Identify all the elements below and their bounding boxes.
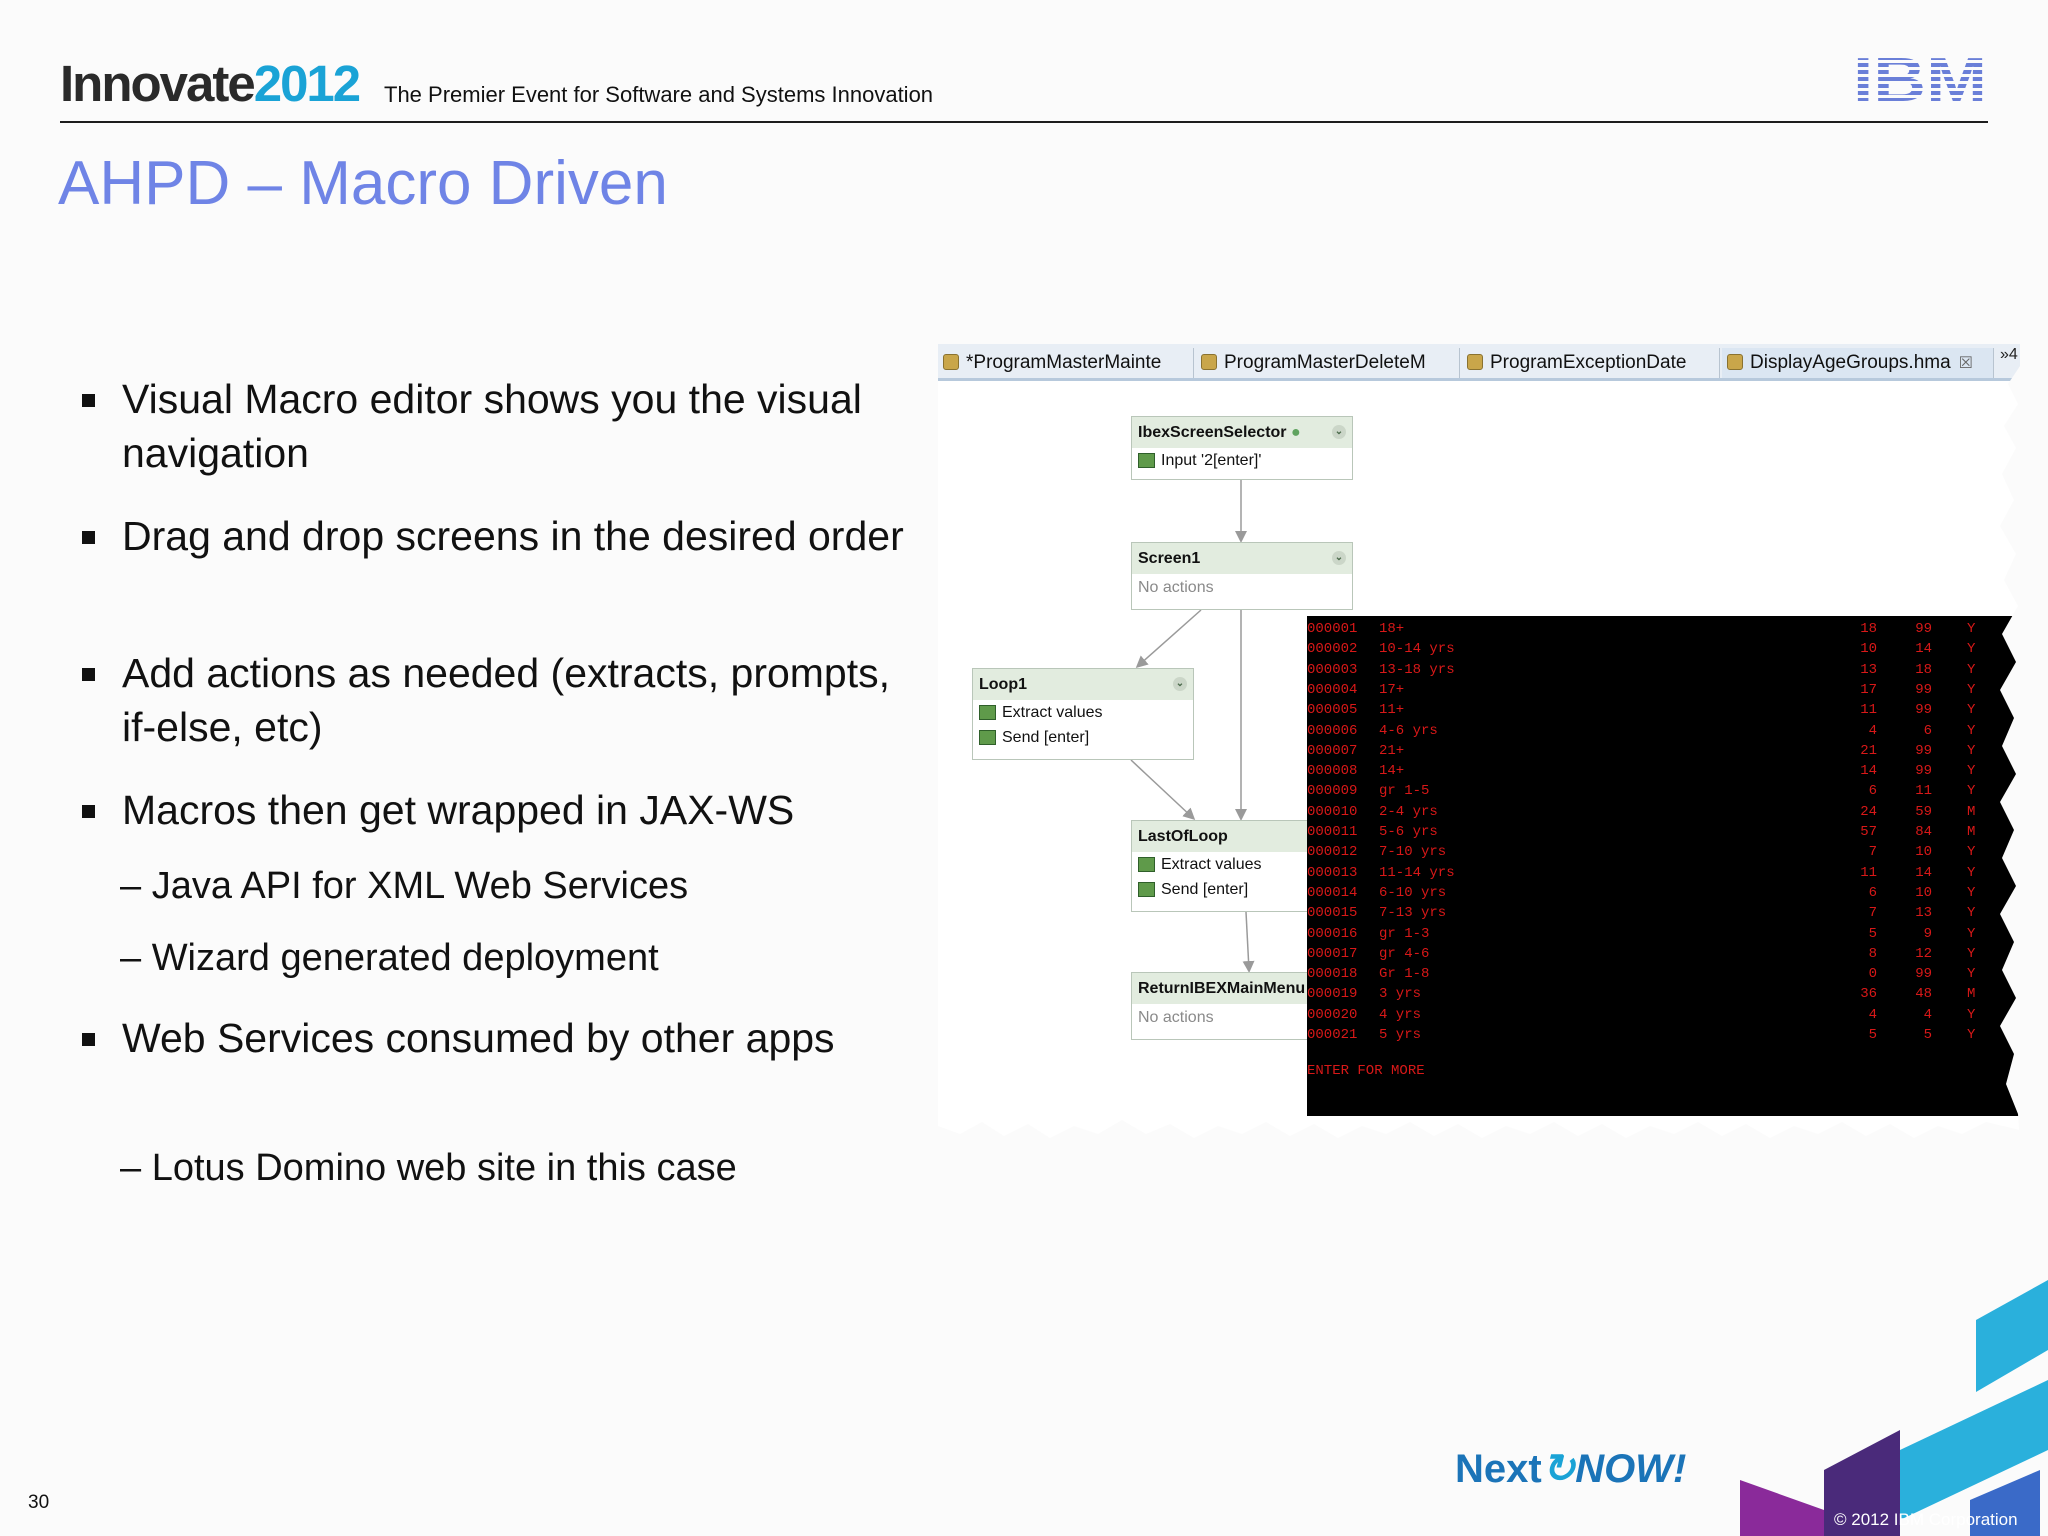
terminal-cell-flag: Y — [1967, 1027, 1976, 1043]
terminal-cell-id: 000002 — [1307, 641, 1358, 658]
terminal-cell-flag: Y — [1967, 884, 1976, 901]
terminal-cell-id: 000010 — [1307, 803, 1358, 820]
terminal-cell-desc: 14+ — [1379, 763, 1405, 780]
terminal-cell-max: 4 — [1923, 1006, 1932, 1023]
terminal-cell-flag: Y — [1967, 945, 1976, 962]
terminal-cell-desc: 13-18 yrs — [1379, 661, 1455, 678]
terminal-cell-id: 000012 — [1307, 844, 1358, 861]
terminal-cell-min: 7 — [1868, 844, 1877, 861]
terminal-cell-id: 000003 — [1307, 661, 1358, 678]
terminal-cell-id: 000011 — [1307, 824, 1358, 840]
terminal-cell-id: 000013 — [1307, 864, 1358, 881]
terminal-cell-desc: 10-14 yrs — [1379, 641, 1455, 658]
terminal-cell-min: 17 — [1860, 681, 1877, 698]
terminal-cell-min: 4 — [1868, 722, 1877, 739]
terminal-cell-desc: 5 yrs — [1379, 1027, 1422, 1043]
tab-overflow-button[interactable]: »4 — [2000, 346, 2018, 363]
terminal-cell-desc: 7-13 yrs — [1379, 905, 1447, 922]
terminal-cell-flag: Y — [1967, 641, 1976, 658]
terminal-cell-id: 000009 — [1307, 783, 1358, 800]
terminal-cell-max: 59 — [1915, 803, 1932, 820]
terminal-cell-id: 000015 — [1307, 905, 1358, 922]
sub-bullet: – Lotus Domino web site in this case — [120, 1147, 737, 1189]
innovate-2012-logo: Innovate2012 — [60, 55, 360, 112]
terminal-cell-max: 13 — [1915, 905, 1932, 922]
terminal-cell-desc: 11+ — [1379, 702, 1405, 719]
terminal-cell-max: 18 — [1915, 661, 1932, 678]
terminal-cell-flag: Y — [1967, 783, 1976, 800]
terminal-cell-min: 18 — [1860, 621, 1877, 637]
chevron-down-icon[interactable]: ⌄ — [1332, 425, 1346, 439]
terminal-cell-min: 6 — [1868, 783, 1877, 800]
tab-display-age-groups[interactable]: DisplayAgeGroups.hma ☒ — [1722, 348, 1994, 378]
terminal-cell-min: 7 — [1868, 905, 1877, 922]
terminal-cell-flag: Y — [1967, 661, 1976, 678]
terminal-cell-min: 6 — [1868, 884, 1877, 901]
terminal-cell-id: 000001 — [1307, 621, 1358, 637]
terminal-cell-flag: Y — [1967, 681, 1976, 698]
terminal-cell-max: 99 — [1915, 742, 1932, 759]
slide-title: AHPD – Macro Driven — [58, 149, 668, 218]
terminal-cell-desc: 21+ — [1379, 742, 1405, 759]
corner-decoration — [1740, 1280, 2048, 1536]
terminal-cell-min: 11 — [1860, 702, 1877, 719]
terminal-footer: ENTER FOR MORE — [1307, 1063, 1425, 1079]
terminal-cell-id: 000016 — [1307, 925, 1358, 942]
terminal-cell-desc: 4 yrs — [1379, 1006, 1422, 1023]
terminal-cell-max: 12 — [1915, 945, 1932, 962]
bullet-square-icon — [82, 668, 95, 681]
macro-editor-screenshot — [938, 344, 2020, 1144]
terminal-cell-min: 24 — [1860, 803, 1877, 820]
terminal-cell-desc: 5-6 yrs — [1379, 824, 1438, 840]
swoosh-icon: ↻ — [1541, 1447, 1576, 1491]
node-screen1[interactable]: Screen1 ⌄ No actions — [1131, 542, 1353, 610]
terminal-cell-max: 14 — [1915, 641, 1932, 658]
terminal-cell-desc: 4-6 yrs — [1379, 722, 1438, 739]
terminal-cell-id: 000021 — [1307, 1027, 1358, 1043]
terminal-cell-flag: Y — [1967, 722, 1976, 739]
bullet-square-icon — [82, 805, 95, 818]
terminal-cell-id: 000008 — [1307, 763, 1358, 780]
terminal-cell-min: 10 — [1860, 641, 1877, 658]
terminal-cell-desc: gr 1-5 — [1379, 783, 1430, 800]
node-return-ibex-main-menu[interactable]: ReturnIBEXMainMenu No actions — [1131, 972, 1353, 1040]
terminal-cell-flag: M — [1967, 803, 1976, 820]
terminal-cell-max: 99 — [1915, 702, 1932, 719]
terminal-cell-flag: Y — [1967, 702, 1976, 719]
terminal-cell-max: 99 — [1915, 621, 1932, 637]
terminal-cell-id: 000019 — [1307, 986, 1358, 1003]
status-dot-icon: ● — [1290, 424, 1301, 441]
tab-program-master-mainte[interactable]: *ProgramMasterMainte — [938, 348, 1194, 378]
terminal-cell-id: 000018 — [1307, 966, 1358, 983]
bullet-square-icon — [82, 531, 95, 544]
chevron-down-icon[interactable]: ⌄ — [1332, 551, 1346, 565]
chevron-down-icon[interactable]: ⌄ — [1173, 677, 1187, 691]
terminal-cell-max: 11 — [1915, 783, 1932, 800]
sub-bullet: – Wizard generated deployment — [120, 937, 659, 979]
terminal-cell-id: 000005 — [1307, 702, 1358, 719]
terminal-cell-flag: Y — [1967, 864, 1976, 881]
terminal-cell-max: 6 — [1923, 722, 1932, 739]
terminal-cell-id: 000017 — [1307, 945, 1358, 962]
terminal-cell-flag: Y — [1967, 844, 1976, 861]
terminal-cell-flag: Y — [1967, 1006, 1976, 1023]
tab-program-master-delete[interactable]: ProgramMasterDeleteM — [1196, 348, 1460, 378]
terminal-cell-flag: M — [1967, 986, 1976, 1003]
terminal-cell-desc: gr 1-3 — [1379, 925, 1430, 942]
terminal-cell-flag: Y — [1967, 763, 1976, 780]
terminal-cell-flag: Y — [1967, 621, 1976, 637]
copyright: © 2012 IBM Corporation — [1834, 1510, 2018, 1529]
terminal-cell-min: 0 — [1868, 966, 1877, 983]
terminal-cell-desc: 18+ — [1379, 621, 1405, 637]
terminal-cell-min: 5 — [1868, 925, 1877, 942]
terminal-cell-flag: Y — [1967, 905, 1976, 922]
terminal-cell-min: 21 — [1860, 742, 1877, 759]
terminal-cell-max: 48 — [1915, 986, 1932, 1003]
terminal-cell-flag: Y — [1967, 966, 1976, 983]
next-now-logo: Next↻NOW! — [1455, 1447, 1687, 1491]
terminal-cell-desc: 2-4 yrs — [1379, 803, 1438, 820]
terminal-cell-desc: 11-14 yrs — [1379, 864, 1455, 881]
close-tab-icon[interactable]: ☒ — [1958, 355, 1973, 372]
terminal-cell-max: 14 — [1915, 864, 1932, 881]
terminal-cell-max: 5 — [1923, 1027, 1932, 1043]
terminal-cell-id: 000020 — [1307, 1006, 1358, 1023]
terminal-cell-max: 99 — [1915, 966, 1932, 983]
page-number: 30 — [28, 1492, 50, 1513]
terminal-cell-desc: Gr 1-8 — [1379, 966, 1430, 983]
terminal-cell-id: 000007 — [1307, 742, 1358, 759]
terminal-cell-id: 000014 — [1307, 884, 1358, 901]
terminal-cell-min: 4 — [1868, 1006, 1877, 1023]
header-divider — [60, 121, 1988, 123]
terminal-cell-min: 8 — [1868, 945, 1877, 962]
terminal-cell-max: 10 — [1915, 844, 1932, 861]
terminal-cell-desc: 6-10 yrs — [1379, 884, 1447, 901]
terminal-cell-flag: Y — [1967, 925, 1976, 942]
terminal-cell-max: 9 — [1923, 925, 1932, 942]
node-last-of-loop[interactable]: LastOfLoop Extract values Send [enter] — [1131, 820, 1353, 912]
tab-program-exception-date[interactable]: ProgramExceptionDate — [1462, 348, 1720, 378]
terminal-cell-min: 5 — [1868, 1027, 1877, 1043]
terminal-cell-desc: 17+ — [1379, 681, 1405, 698]
node-ibex-screen-selector[interactable]: IbexScreenSelector ● ⌄ Input '2[enter]' — [1131, 416, 1353, 480]
terminal-cell-max: 99 — [1915, 763, 1932, 780]
bullet-square-icon — [82, 394, 95, 407]
terminal-cell-max: 84 — [1915, 824, 1932, 840]
node-loop1[interactable]: Loop1 ⌄ Extract values Send [enter] — [972, 668, 1194, 760]
terminal-cell-flag: Y — [1967, 742, 1976, 759]
terminal-cell-min: 13 — [1860, 661, 1877, 678]
tagline: The Premier Event for Software and Systems Innovation — [384, 82, 934, 107]
bullet-square-icon — [82, 1033, 95, 1046]
torn-edge-decoration — [938, 344, 2020, 1144]
terminal-cell-min: 11 — [1860, 864, 1877, 881]
ibm-logo — [1853, 49, 1987, 105]
terminal-cell-desc: 7-10 yrs — [1379, 844, 1447, 861]
terminal-cell-min: 36 — [1860, 986, 1877, 1003]
terminal-cell-desc: 3 yrs — [1379, 986, 1422, 1003]
terminal-cell-id: 000006 — [1307, 722, 1358, 739]
terminal-cell-max: 10 — [1915, 884, 1932, 901]
terminal-cell-desc: gr 4-6 — [1379, 945, 1430, 962]
terminal-cell-min: 14 — [1860, 763, 1877, 780]
terminal-cell-max: 99 — [1915, 681, 1932, 698]
terminal-cell-min: 57 — [1860, 824, 1877, 840]
sub-bullet: – Java API for XML Web Services — [120, 865, 689, 907]
terminal-cell-flag: M — [1967, 824, 1976, 840]
terminal-cell-id: 000004 — [1307, 681, 1358, 698]
